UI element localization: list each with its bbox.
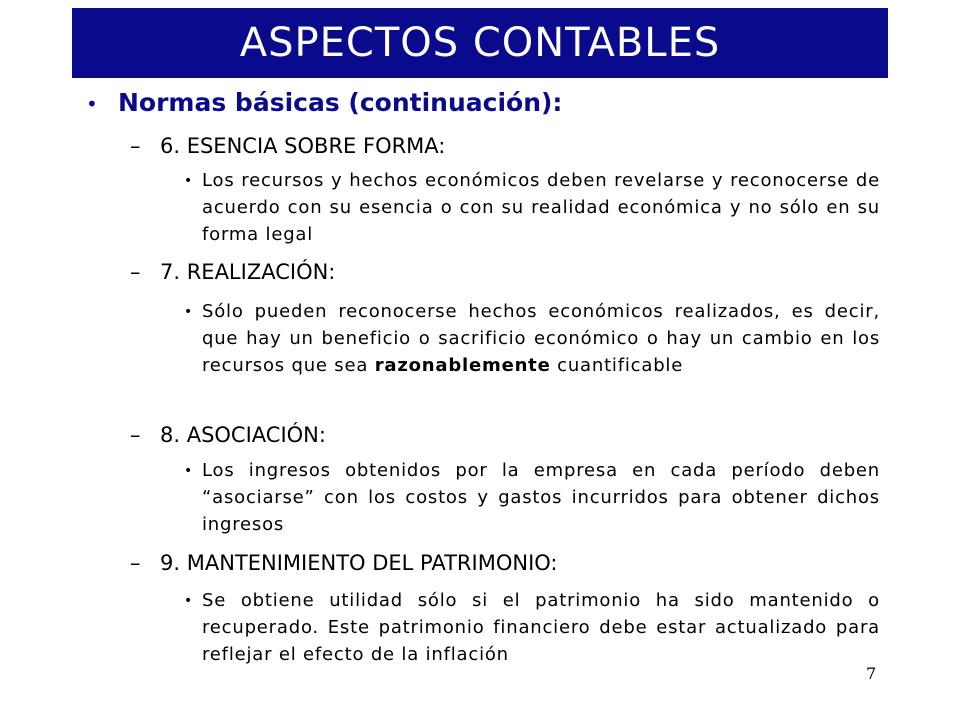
bullet-icon: • (184, 304, 193, 320)
section-7-text (202, 298, 880, 379)
dash-icon: – (130, 551, 141, 575)
section-9-text: Se obtiene utilidad sólo si el patrimonio ha sido mantenido o recuperado. Este patrimonio financiero debe estar actualizado para reflejar el efecto de la inflación (202, 590, 880, 665)
section-7-text-part: Sólo pueden reconocerse hechos económicos realizados, es decir, que hay un beneficio o sacrificio económico o hay un cambio en los recursos que sea (202, 301, 880, 376)
section-6-heading (130, 134, 445, 158)
section-7-title: 7. REALIZACIÓN: (160, 260, 336, 284)
section-6-title: 6. ESENCIA SOBRE FORMA: (160, 134, 446, 158)
dash-icon: – (130, 423, 141, 447)
section-9-heading (130, 551, 558, 575)
section-9-body (184, 587, 880, 668)
bullet-icon: • (184, 463, 193, 479)
dash-icon: – (130, 134, 141, 158)
bullet-icon: • (184, 593, 193, 609)
bullet-icon: • (86, 92, 98, 116)
bullet-icon: • (184, 173, 193, 189)
section-7-emphasis: razonablemente (374, 355, 551, 376)
section-6-text: Los recursos y hechos económicos deben revelarse y reconocerse de acuerdo con su esencia o con su realidad económica y no sólo en su forma legal (202, 170, 880, 245)
section-7-body (184, 298, 880, 379)
title-bar (72, 8, 888, 78)
slide-title: ASPECTOS CONTABLES (239, 20, 721, 66)
page-number: 7 (866, 664, 877, 683)
section-8-text: Los ingresos obtenidos por la empresa en cada período deben “asociarse” con los costos y gastos incurridos para obtener dichos ingresos (202, 460, 880, 535)
heading-text: Normas básicas (continuación): (118, 88, 563, 117)
section-9-title: 9. MANTENIMIENTO DEL PATRIMONIO: (160, 551, 558, 575)
section-8-title: 8. ASOCIACIÓN: (160, 423, 326, 447)
section-7-heading (130, 260, 335, 284)
section-8-body (184, 457, 880, 538)
section-6-body (184, 167, 880, 248)
dash-icon: – (130, 260, 141, 284)
heading-item (86, 88, 562, 117)
section-7-text-part: cuantificable (550, 355, 684, 376)
section-8-heading (130, 423, 326, 447)
